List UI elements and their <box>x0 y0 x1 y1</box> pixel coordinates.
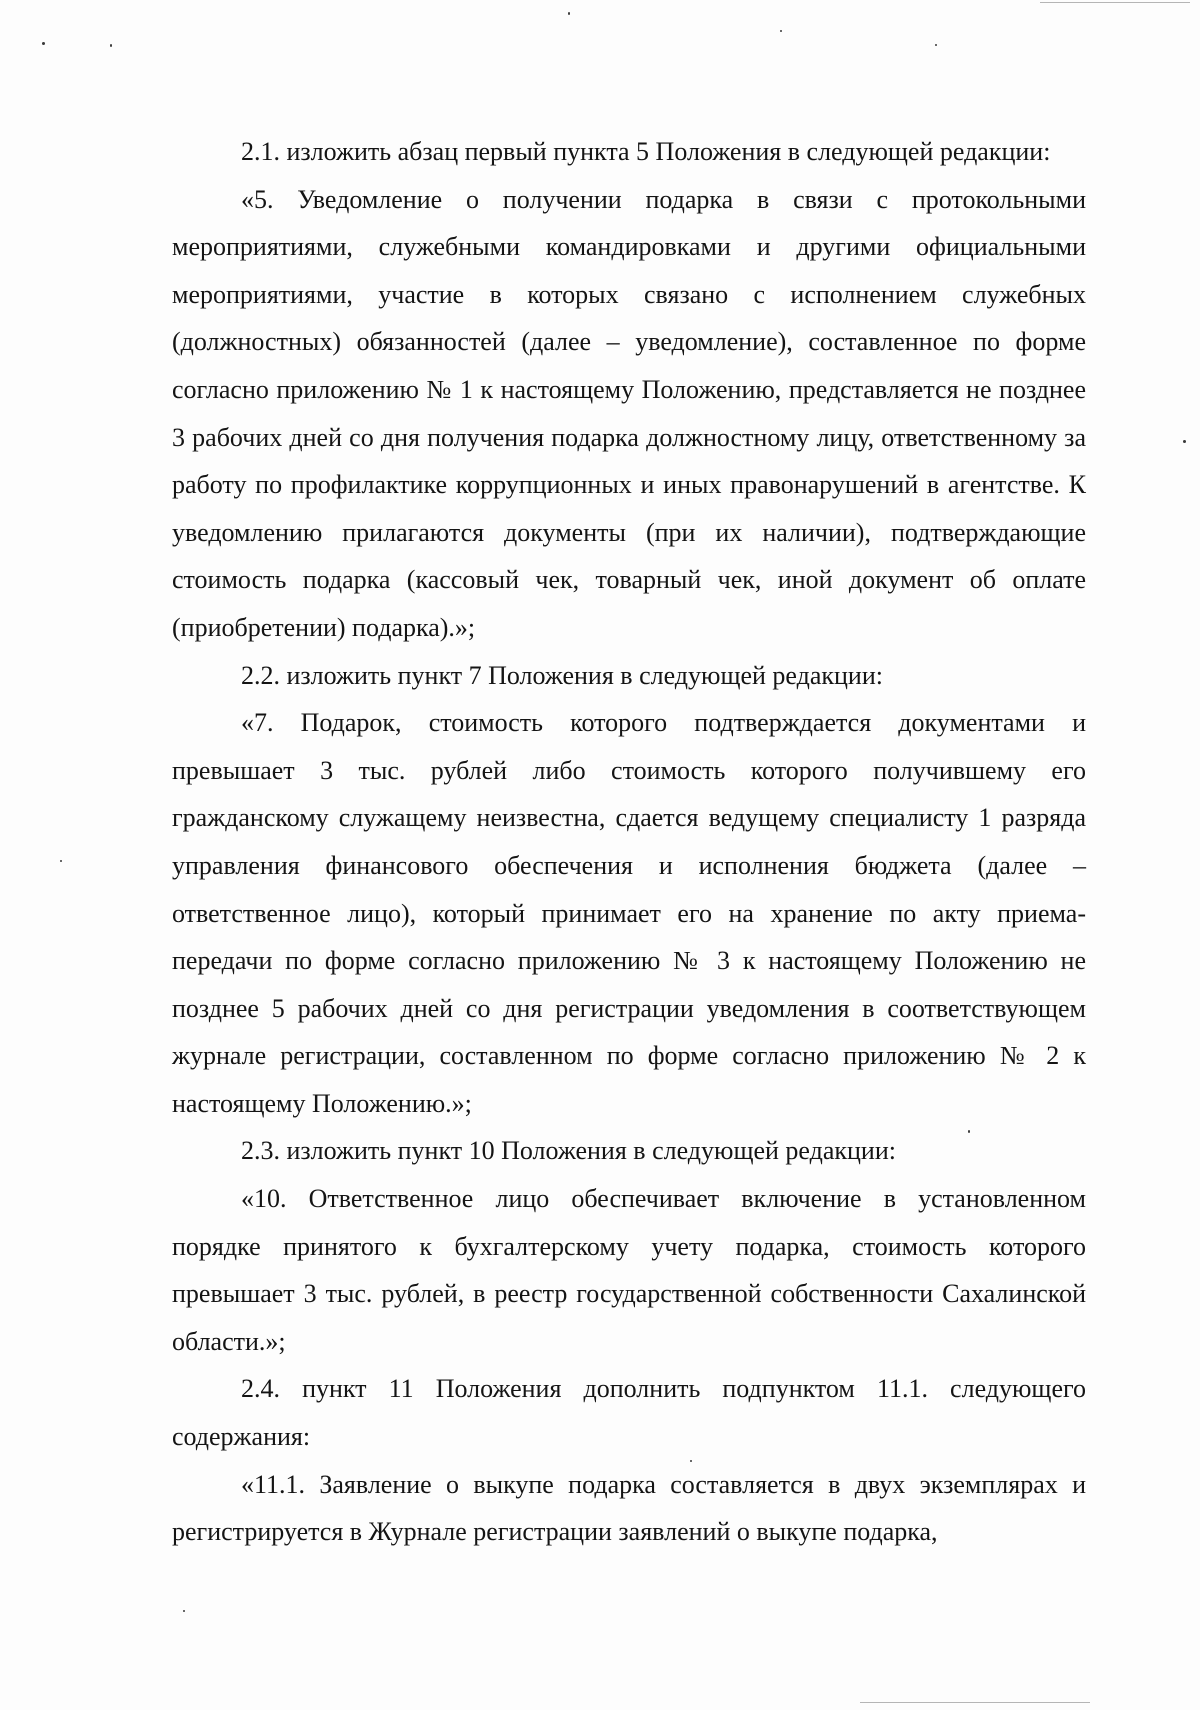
paragraph-2-4: 2.4. пункт 11 Положения дополнить подпунктом 11.1. следующего содержания: <box>172 1374 1086 1452</box>
scan-speck <box>42 42 45 45</box>
scan-edge-bottom <box>860 1702 1090 1703</box>
scan-speck <box>1183 440 1186 443</box>
scan-speck <box>568 12 570 15</box>
scan-speck <box>935 44 937 46</box>
paragraph-point-7-text: «7. Подарок, стоимость которого подтверждается документами и превышает 3 тыс. рублей либо стоимость которого получившему его гражданскому служащему неизвестна, сдается ведущему специалисту 1 разряда управления финансового обеспечения и исполнения бюджета (далее – ответственное лицо), который принимает его на хранение по акту приема-передачи по форме согласно приложению № 3 к настоящему Положению не позднее 5 рабочих дней со дня регистрации уведомления в соответствующем журнале регистрации, составленном по форме согласно приложению № 2 к настоящему Положению.»; <box>172 708 1086 1118</box>
paragraph-2-2: 2.2. изложить пункт 7 Положения в следующей редакции: <box>241 660 883 690</box>
scan-speck <box>60 860 62 862</box>
paragraph-2-1: 2.1. изложить абзац первый пункта 5 Положения в следующей редакции: <box>241 137 1051 166</box>
scan-edge-top <box>1040 2 1190 3</box>
scan-speck <box>183 1610 185 1612</box>
document-body <box>172 128 1086 1556</box>
paragraph-point-5-text: «5. Уведомление о получении подарка в связи с протокольными мероприятиями, служебными командировками и другими официальными мероприятиями, участие в которых связано с исполнением служебных (должностных) обязанностей (далее – уведомление), составленное по форме согласно приложению № 1 к настоящему Положению, представляется не позднее 3 рабочих дней со дня получения подарка должностному лицу, ответственному за работу по профилактике коррупционных и иных правонарушений в агентстве. К уведомлению прилагаются документы (при их наличии), подтверждающие стоимость подарка (кассовый чек, товарный чек, иной документ об оплате (приобретении) подарка).»; <box>172 184 1086 642</box>
scan-speck <box>110 44 112 47</box>
paragraph-point-10-text: «10. Ответственное лицо обеспечивает включение в установленном порядке принятого к бухгалтерскому учету подарка, стоимость которого превышает 3 тыс. рублей, в реестр государственной собственности Сахалинской области.»; <box>172 1184 1086 1356</box>
scan-speck <box>780 30 782 32</box>
paragraph-point-11-1-text: «11.1. Заявление о выкупе подарка составляется в двух экземплярах и регистрируется в Журнале регистрации заявлений о выкупе подарка, <box>172 1469 1086 1547</box>
paragraph-2-3: 2.3. изложить пункт 10 Положения в следующей редакции: <box>241 1136 896 1166</box>
